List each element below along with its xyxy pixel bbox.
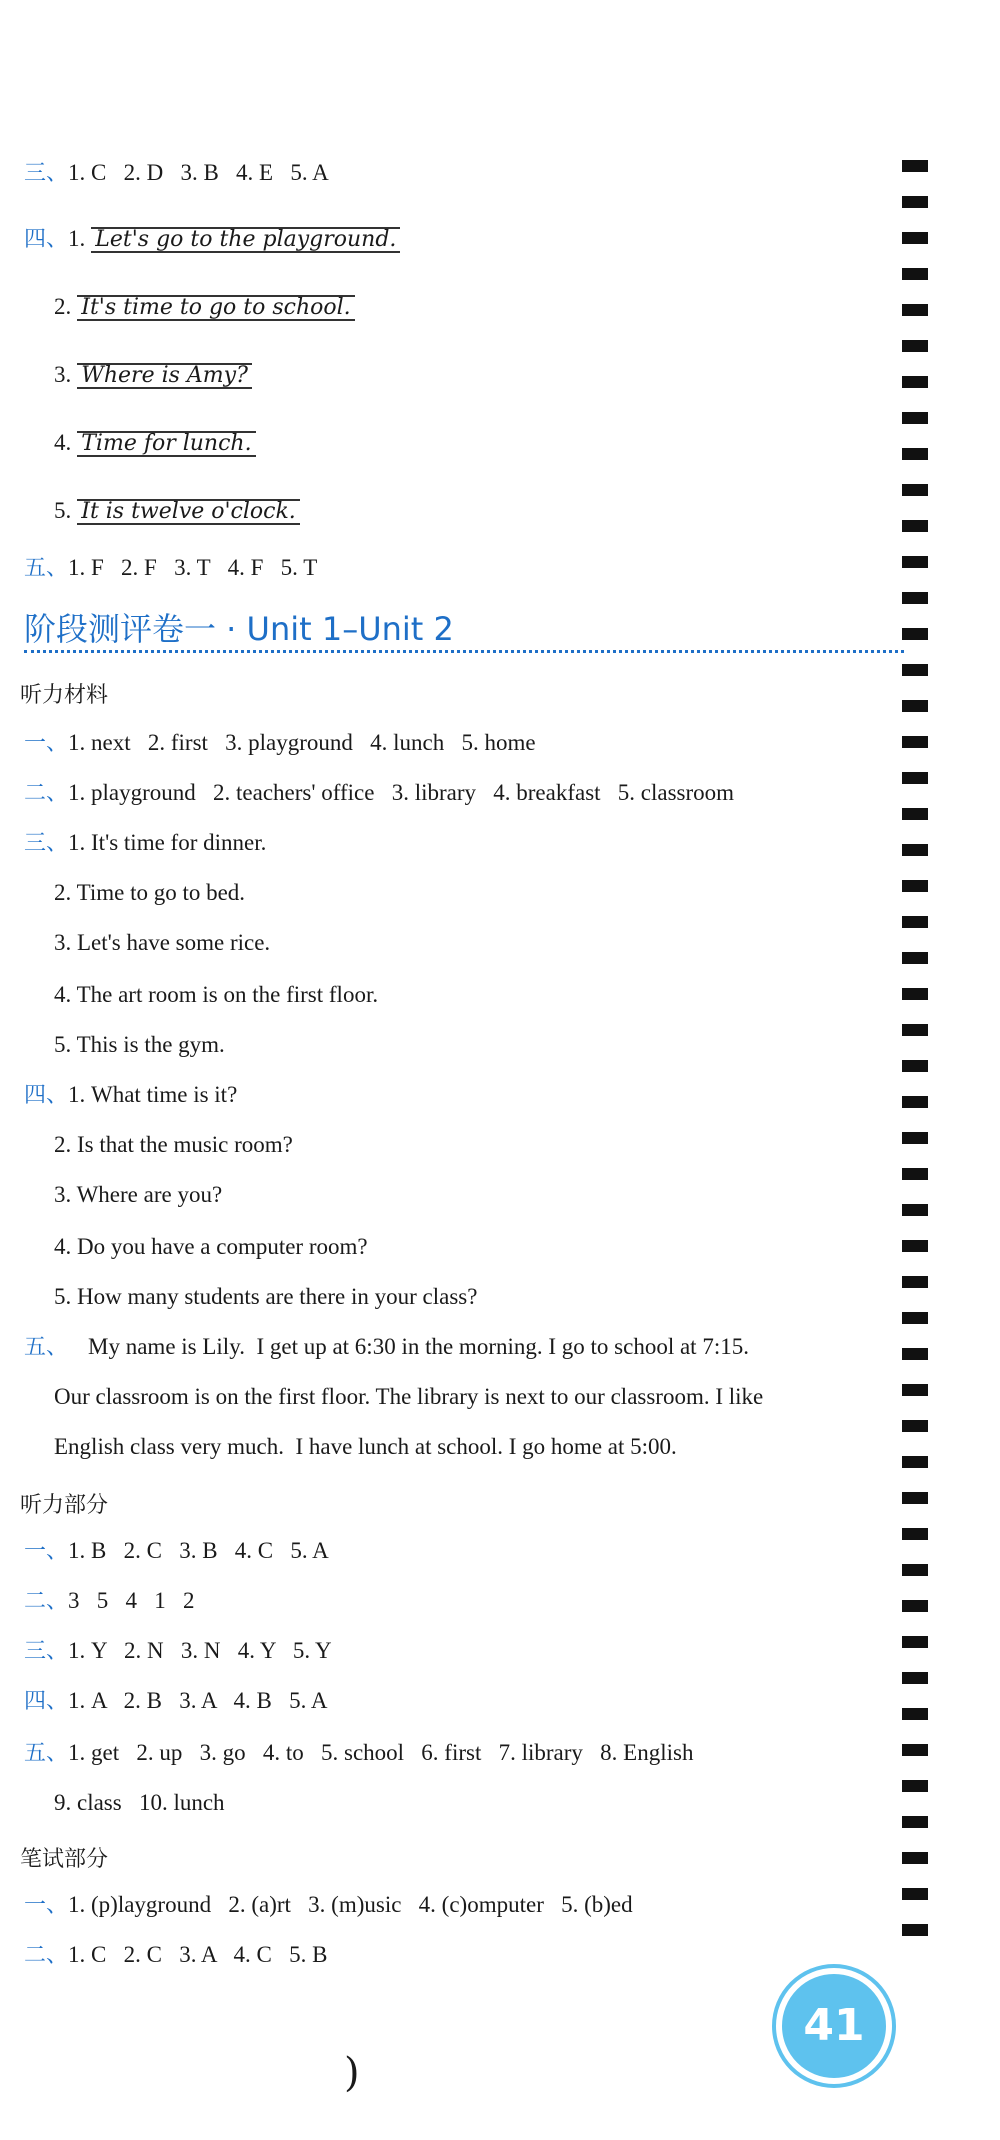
mark: 五、 xyxy=(24,1335,69,1360)
lm-wu-2: Our classroom is on the first floor. The library is next to our classroom. I like xyxy=(54,1384,764,1409)
lp-san xyxy=(24,1636,332,1667)
handwritten-mark: ) xyxy=(344,2050,360,2096)
title-divider xyxy=(24,650,904,653)
wp-yi xyxy=(24,1890,633,1921)
mark: 四、 xyxy=(24,1083,69,1108)
answer-text: 1. next 2. first 3. playground 4. lunch 5. home xyxy=(68,730,536,755)
mark: 一、 xyxy=(24,1539,69,1564)
handwritten-answer: Time for lunch. xyxy=(77,431,255,457)
answer-text: 1. What time is it? xyxy=(68,1082,238,1107)
hw-row-3 xyxy=(54,360,252,390)
answer-text: 1. Y 2. N 3. N 4. Y 5. Y xyxy=(68,1638,332,1663)
lp-yi xyxy=(24,1536,329,1567)
section-title-text: 阶段测评卷一 · Unit 1–Unit 2 xyxy=(24,610,454,648)
handwritten-answer: Let's go to the playground. xyxy=(91,227,400,253)
lm-san-5: 5. This is the gym. xyxy=(54,1032,225,1057)
lp-si xyxy=(24,1686,327,1717)
lm-wu-1 xyxy=(24,1332,749,1363)
lm-yi xyxy=(24,728,536,759)
lm-si-4: 4. Do you have a computer room? xyxy=(54,1234,368,1259)
item-num: 5. xyxy=(54,498,72,523)
item-num: 1. xyxy=(68,226,86,251)
handwritten-answer: It is twelve o'clock. xyxy=(77,499,300,525)
hw-row-5 xyxy=(54,496,300,526)
lm-er xyxy=(24,778,734,809)
mark: 三、 xyxy=(24,831,69,856)
answer-text: 1. It's time for dinner. xyxy=(68,830,267,855)
heading-written-part: 笔试部分 xyxy=(20,1847,109,1872)
mark: 二、 xyxy=(24,781,69,806)
lm-san-2: 2. Time to go to bed. xyxy=(54,880,246,905)
answer-san-top xyxy=(24,158,329,189)
lm-si-3: 3. Where are you? xyxy=(54,1182,223,1207)
lm-si-5: 5. How many students are there in your class? xyxy=(54,1284,478,1309)
answer-text: 1. C 2. D 3. B 4. E 5. A xyxy=(68,160,329,185)
handwritten-answer: It's time to go to school. xyxy=(77,295,354,321)
lm-wu-3: English class very much. I have lunch at school. I go home at 5:00. xyxy=(54,1434,677,1459)
answer-text: 1. B 2. C 3. B 4. C 5. A xyxy=(68,1538,329,1563)
mark: 一、 xyxy=(24,731,69,756)
mark: 五、 xyxy=(24,556,69,581)
lm-san-3: 3. Let's have some rice. xyxy=(54,930,271,955)
section-title xyxy=(24,604,904,650)
mark: 三、 xyxy=(24,1639,69,1664)
lp-er xyxy=(24,1586,195,1617)
answer-text: 1. (p)layground 2. (a)rt 3. (m)usic 4. (c)omputer 5. (b)ed xyxy=(68,1892,633,1917)
item-num: 2. xyxy=(54,294,72,319)
lp-wu xyxy=(24,1738,693,1769)
heading-listening-material: 听力材料 xyxy=(20,683,109,708)
handwritten-answer: Where is Amy? xyxy=(77,363,252,389)
lm-si-2: 2. Is that the music room? xyxy=(54,1132,293,1157)
mark: 五、 xyxy=(24,1741,69,1766)
mark: 四、 xyxy=(24,227,69,252)
hw-row-2 xyxy=(54,292,355,322)
lm-si-1 xyxy=(24,1080,237,1111)
hw-row-1 xyxy=(24,224,400,255)
side-binding-marks xyxy=(902,160,928,1960)
mark: 二、 xyxy=(24,1943,69,1968)
answer-text: 1. C 2. C 3. A 4. C 5. B xyxy=(68,1942,328,1967)
lm-san-4: 4. The art room is on the first floor. xyxy=(54,982,379,1007)
lm-san-1 xyxy=(24,828,266,859)
answer-wu-top xyxy=(24,553,317,584)
mark: 二、 xyxy=(24,1589,69,1614)
item-num: 3. xyxy=(54,362,72,387)
hw-row-4 xyxy=(54,428,256,458)
answer-text: 1. A 2. B 3. A 4. B 5. A xyxy=(68,1688,328,1713)
answer-text: My name is Lily. I get up at 6:30 in the morning. I go to school at 7:15. xyxy=(88,1334,749,1359)
answer-text: 3 5 4 1 2 xyxy=(68,1588,195,1613)
heading-listening-part: 听力部分 xyxy=(20,1493,109,1518)
item-num: 4. xyxy=(54,430,72,455)
mark: 三、 xyxy=(24,161,69,186)
answer-text: 1. playground 2. teachers' office 3. library 4. breakfast 5. classroom xyxy=(68,780,735,805)
mark: 一、 xyxy=(24,1893,69,1918)
answer-text: 1. get 2. up 3. go 4. to 5. school 6. first 7. library 8. English xyxy=(68,1740,694,1765)
mark: 四、 xyxy=(24,1689,69,1714)
answer-text: 1. F 2. F 3. T 4. F 5. T xyxy=(68,555,318,580)
lp-wu-2: 9. class 10. lunch xyxy=(54,1790,225,1815)
page-number-badge: 41 xyxy=(776,1968,892,2084)
wp-er xyxy=(24,1940,327,1971)
